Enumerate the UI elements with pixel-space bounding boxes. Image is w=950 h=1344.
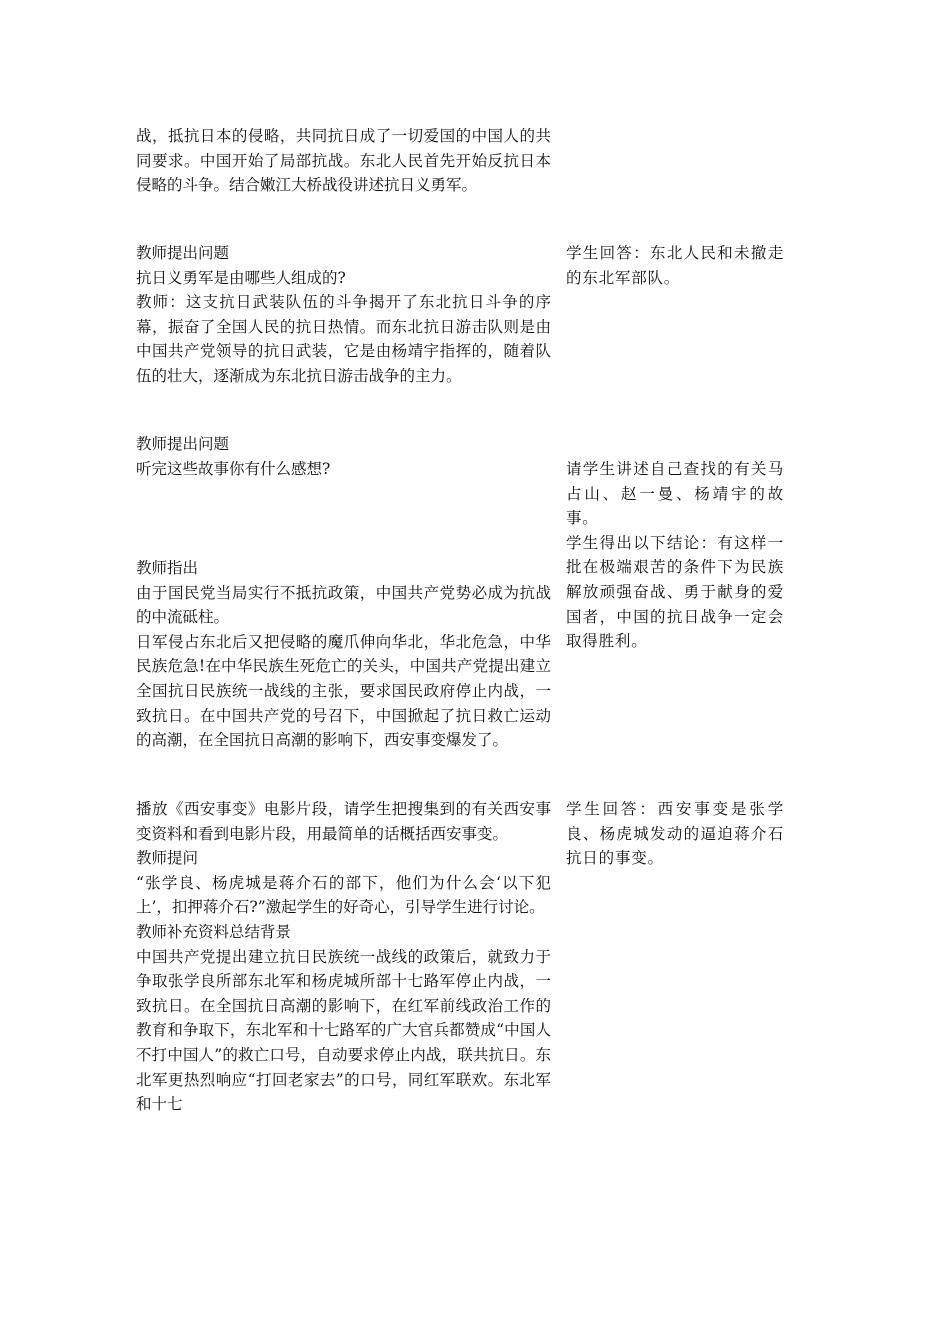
block4-heading-1: 教师提问 bbox=[136, 849, 199, 868]
block3-heading: 教师指出 bbox=[136, 559, 199, 577]
block1-question: 抗日义勇军是由哪些人组成的? bbox=[136, 268, 346, 287]
block2-heading: 教师提出问题 bbox=[136, 435, 230, 453]
block4-heading-2: 教师补充资料总结背景 bbox=[136, 922, 292, 941]
block3-paragraph-1: 由于国民党当局实行不抵抗政策，中国共产党势必成为抗战的中流砥柱。 bbox=[136, 583, 551, 627]
student-answer-1: 学生回答：东北人民和未撤走的东北军部队。 bbox=[566, 244, 784, 287]
block1-heading: 教师提出问题 bbox=[136, 244, 230, 262]
intro-paragraph: 战，抵抗日本的侵略，共同抗日成了一切爱国的中国人的共同要求。中国开始了局部抗战。东北人民首先开始反抗日本侵略的斗争。结合嫩江大桥战役讲述抗日义勇军。 bbox=[136, 127, 551, 195]
student-conclusion: 学生得出以下结论：有这样一批在极端艰苦的条件下为民族解放顽强奋战、勇于献身的爱国者，中国的抗日战争一定会取得胜利。 bbox=[566, 533, 784, 651]
student-story-task: 请学生讲述自己查找的有关马占山、赵一曼、杨靖宇的故事。 bbox=[566, 460, 784, 528]
block2-question: 听完这些故事你有什么感想? bbox=[136, 459, 331, 478]
student-answer-2: 学生回答：西安事变是张学良、杨虎城发动的逼迫蒋介石抗日的事变。 bbox=[566, 800, 784, 868]
block4-paragraph-3: 中国共产党提出建立抗日民族统一战线的政策后，就致力于争取张学良所部东北军和杨虎城所部十七路军停止内战，一致抗日。在全国抗日高潮的影响下，在红军前线政治工作的教育和争取下，东北军和十七路军的广大官兵都赞成“中国人不打中国人”的救亡口号，自动要求停止内战，联共抗日。东北军更热烈响应“打回老家去”的口号，同红军联欢。东北军和十七 bbox=[136, 947, 551, 1114]
block1-paragraph: 教师：这支抗日武装队伍的斗争揭开了东北抗日斗争的序幕，振奋了全国人民的抗日热情。而东北抗日游击队则是由中国共产党领导的抗日武装，它是由杨靖宇指挥的，随着队伍的壮大，逐渐成为东北抗日游击战争的主力。 bbox=[136, 293, 551, 385]
block4-paragraph-2: “张学良、杨虎城是蒋介石的部下，他们为什么会‘以下犯上’，扣押蒋介石?”激起学生的好奇心，引导学生进行讨论。 bbox=[136, 873, 551, 917]
block4-paragraph-1: 播放《西安事变》电影片段，请学生把搜集到的有关西安事变资料和看到电影片段，用最简单的话概括西安事变。 bbox=[136, 800, 551, 843]
block3-paragraph-2: 日军侵占东北后又把侵略的魔爪伸向华北，华北危急，中华民族危急!在中华民族生死危亡的关头，中国共产党提出建立全国抗日民族统一战线的主张，要求国民政府停止内战，一致抗日。在中国共产党的号召下，中国掀起了抗日救亡运动的高潮，在全国抗日高潮的影响下，西安事变爆发了。 bbox=[136, 632, 551, 750]
